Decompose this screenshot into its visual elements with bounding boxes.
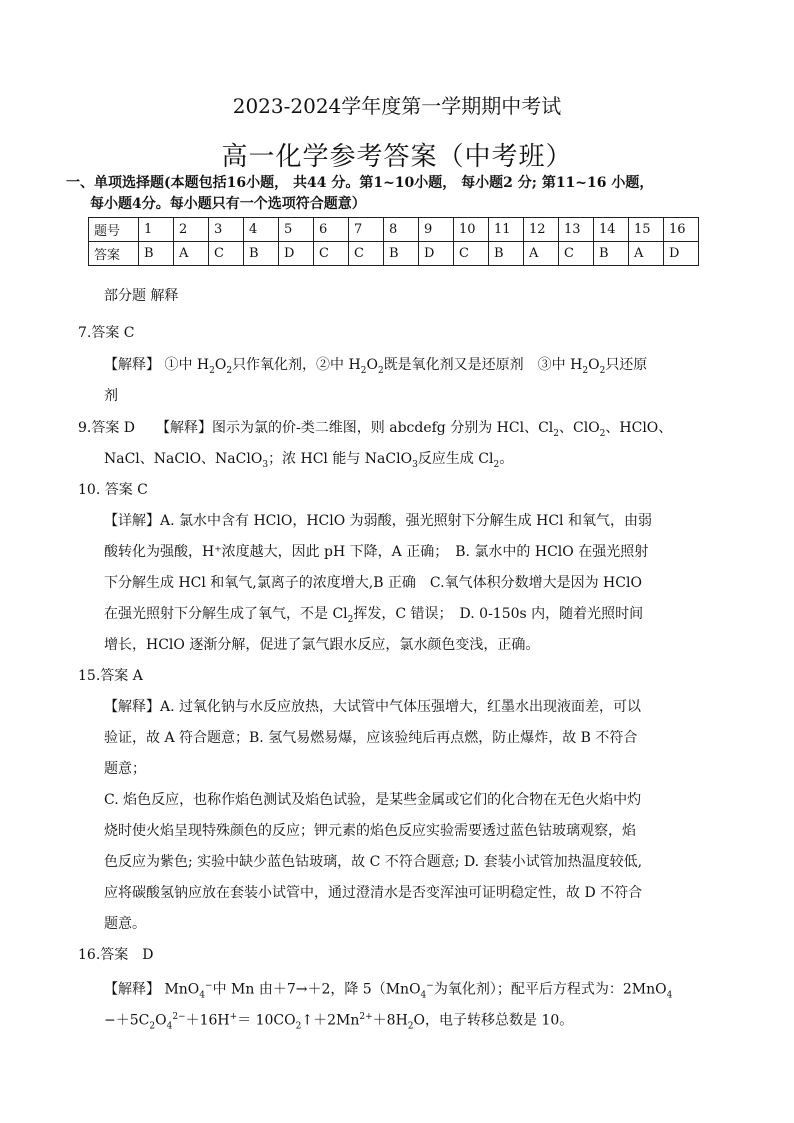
section-heading-line1: 一、单项选择题(本题包括16小题， 共44 分。第1~10小题， 每小题2 分; 第11~16 小题， bbox=[66, 175, 654, 191]
q10-line3: 下分解生成 HCl 和氧气,氯离子的浓度增大,B 正确 C.氧气体积分数增大是因为 HClO bbox=[104, 575, 642, 591]
question-number: 6 bbox=[314, 218, 349, 242]
q10-line5: 增长，HClO 逐渐分解，促进了氯气跟水反应，氯水颜色变浅，正确。 bbox=[104, 637, 540, 653]
question-number: 5 bbox=[279, 218, 314, 242]
q10-answer-heading: 10. 答案 C bbox=[78, 482, 148, 498]
answer-key-subtitle: 高一化学参考答案（中考班） bbox=[221, 142, 573, 172]
q15-line6: 色反应为紫色; 实验中缺少蓝色钴玻璃，故 C 不符合题意; D. 套装小试管加热温度较低, bbox=[104, 854, 643, 870]
answer-cell: B bbox=[244, 242, 279, 266]
answer-table-answer-row bbox=[89, 242, 699, 266]
q9-answer-heading: 9.答案 D bbox=[78, 420, 136, 436]
answer-table-number-row bbox=[89, 218, 699, 242]
answer-cell: B bbox=[489, 242, 524, 266]
answer-cell: C bbox=[454, 242, 489, 266]
q15-line5: 烧时使火焰呈现特殊颜色的反应；钾元素的焰色反应实验需要透过蓝色钴玻璃观察，焰 bbox=[104, 823, 636, 839]
answer-cell: C bbox=[314, 242, 349, 266]
q15-line8: 题意。 bbox=[104, 916, 146, 932]
number-row-label: 题号 bbox=[89, 218, 139, 242]
answer-table bbox=[88, 217, 699, 266]
question-number: 11 bbox=[489, 218, 524, 242]
q7-explanation-line2: 剂 bbox=[104, 388, 118, 404]
q15-line4: C. 焰色反应，也称作焰色测试及焰色试验，是某些金属或它们的化合物在无色火焰中灼 bbox=[104, 792, 642, 808]
answer-cell: B bbox=[594, 242, 629, 266]
question-number: 15 bbox=[629, 218, 664, 242]
answer-cell: B bbox=[139, 242, 174, 266]
q15-answer-heading: 15.答案 A bbox=[78, 668, 143, 684]
q10-line2: 酸转化为强酸，H⁺浓度越大，因此 pH 下降，A 正确； B. 氯水中的 HClO 在强光照射 bbox=[104, 544, 649, 560]
question-number: 12 bbox=[524, 218, 559, 242]
q9-answer-line2: NaCl、NaClO、NaClO$_3$；浓 HCl 能与 NaClO$_3$反应生成 $Cl_2$。 bbox=[104, 451, 514, 470]
question-number: 13 bbox=[559, 218, 594, 242]
answer-row-label: 答案 bbox=[89, 242, 139, 266]
answer-cell: C bbox=[209, 242, 244, 266]
q15-line1: 【解释】A. 过氧化钠与水反应放热，大试管中气体压强增大，红墨水出现液面差，可以 bbox=[104, 699, 642, 715]
q10-line4: 在强光照射下分解生成了氧气，不是 $Cl_2$挥发，C 错误； D. 0-150s 内，随着光照时间 bbox=[104, 606, 644, 625]
question-number: 2 bbox=[174, 218, 209, 242]
explanation-tag: 【解释】 bbox=[163, 420, 213, 436]
q7-explanation-line1: 【解释】 ①中 $H_2O_2$只作氧化剂，②中 $H_2O_2$既是氧化剂又是还原剂 ③中 $H_2O_2$只还原 bbox=[104, 357, 648, 376]
explanation-tag: 【解释】 bbox=[104, 357, 160, 373]
answer-cell: D bbox=[279, 242, 314, 266]
answer-cell: A bbox=[629, 242, 664, 266]
question-number: 1 bbox=[139, 218, 174, 242]
exam-title: 2023-2024学年度第一学期期中考试 bbox=[232, 94, 562, 118]
answer-cell: B bbox=[384, 242, 419, 266]
answer-cell: C bbox=[349, 242, 384, 266]
answer-cell: D bbox=[419, 242, 454, 266]
section-heading-line2: 每小题4分。每小题只有一个选项符合题意） bbox=[90, 196, 366, 212]
answer-cell: D bbox=[664, 242, 699, 266]
question-number: 14 bbox=[594, 218, 629, 242]
answer-cell: A bbox=[524, 242, 559, 266]
section-heading bbox=[66, 173, 726, 215]
q16-answer-heading: 16.答案 D bbox=[78, 947, 154, 963]
question-number: 8 bbox=[384, 218, 419, 242]
question-number: 16 bbox=[664, 218, 699, 242]
answer-cell: C bbox=[559, 242, 594, 266]
q15-line2: 验证，故 A 符合题意；B. 氢气易燃易爆，应该验纯后再点燃，防止爆炸，故 B 不符合 bbox=[104, 730, 638, 746]
partial-explanation-label: 部分题 解释 bbox=[104, 288, 179, 304]
q9-answer-line1: 9.答案 D 【解释】图示为氯的价-类二维图，则 abcdefg 分别为 HCl、$Cl_2$、ClO$_2$、HClO、 bbox=[78, 420, 673, 439]
q16-line2: $-+5C_2O_4^{2-}+16H^+=$ $10CO_2↑+2Mn^{2+}+8H_2O$，电子转移总数是 10。 bbox=[104, 1012, 574, 1032]
question-number: 10 bbox=[454, 218, 489, 242]
question-number: 7 bbox=[349, 218, 384, 242]
q15-line7: 应将碳酸氢钠应放在套装小试管中，通过澄清水是否变浑浊可证明稳定性，故 D 不符合 bbox=[104, 885, 643, 901]
q16-line1: 【解释】 MnO$_4$−中 Mn 由＋7→＋2，降 5（MnO$_4$−为氧化剂）；配平后方程式为：2MnO$_4$ bbox=[104, 981, 673, 1001]
question-number: 3 bbox=[209, 218, 244, 242]
question-number: 9 bbox=[419, 218, 454, 242]
q10-line1: 【详解】A. 氯水中含有 HClO，HClO 为弱酸，强光照射下分解生成 HCl 和氧气，由弱 bbox=[104, 513, 652, 529]
answer-cell: A bbox=[174, 242, 209, 266]
question-number: 4 bbox=[244, 218, 279, 242]
q15-line3: 题意； bbox=[104, 761, 146, 777]
q7-answer-heading: 7.答案 C bbox=[78, 325, 135, 341]
